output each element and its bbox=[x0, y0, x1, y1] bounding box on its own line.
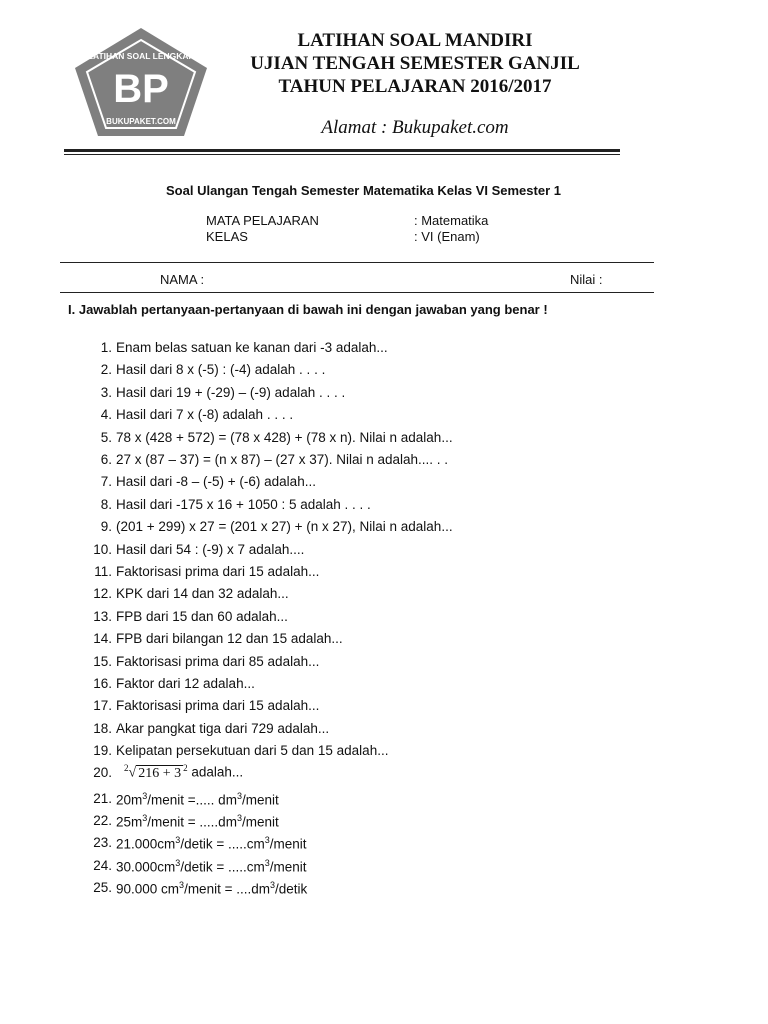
question-text: Faktorisasi prima dari 15 adalah... bbox=[116, 698, 320, 714]
question-number: 12. bbox=[93, 586, 112, 602]
value-part: 21.000cm bbox=[116, 836, 176, 852]
document-subtitle: Soal Ulangan Tengah Semester Matematika Kelas VI Semester 1 bbox=[166, 183, 561, 198]
question-number: 3. bbox=[100, 384, 112, 400]
question-suffix: adalah... bbox=[187, 764, 244, 780]
subject-value: : Matematika bbox=[414, 213, 489, 228]
question-text bbox=[116, 880, 307, 897]
question-number: 14. bbox=[93, 631, 112, 647]
radicand: 216 + 3 bbox=[138, 765, 182, 781]
logo-arc-text: LATIHAN SOAL LENGKAP bbox=[87, 51, 195, 61]
unit-part: /menit bbox=[269, 859, 307, 875]
question-number: 19. bbox=[93, 743, 112, 759]
class-label: KELAS bbox=[206, 229, 248, 244]
unit-part: /menit bbox=[269, 836, 307, 852]
score-label: Nilai : bbox=[570, 272, 603, 287]
logo-initials: BP bbox=[113, 67, 169, 111]
root-index: 2 bbox=[124, 763, 129, 773]
question-number: 23. bbox=[93, 835, 112, 851]
name-row-bottom-line bbox=[60, 292, 654, 293]
header-title-3: TAHUN PELAJARAN 2016/2017 bbox=[278, 76, 552, 97]
question-text: Hasil dari 7 x (-8) adalah . . . . bbox=[116, 407, 294, 423]
question-text bbox=[116, 835, 307, 852]
question-number: 18. bbox=[93, 720, 112, 736]
name-row-top-line bbox=[60, 262, 654, 263]
header-divider-thin bbox=[64, 154, 620, 155]
cube-superscript: 3 bbox=[175, 857, 181, 868]
logo-site-text: BUKUPAKET.COM bbox=[106, 117, 176, 126]
exponent: 2 bbox=[183, 763, 188, 773]
value-part: 25m bbox=[116, 814, 143, 830]
question-number: 25. bbox=[93, 879, 112, 895]
question-text: Akar pangkat tiga dari 729 adalah... bbox=[116, 720, 330, 736]
question-number: 1. bbox=[100, 340, 112, 355]
value-part: 20m bbox=[116, 792, 143, 808]
question-text bbox=[116, 813, 279, 830]
question-text: Faktorisasi prima dari 15 adalah... bbox=[116, 564, 320, 579]
header-title-2: UJIAN TENGAH SEMESTER GANJIL bbox=[250, 53, 580, 74]
question-text: FPB dari bilangan 12 dan 15 adalah... bbox=[116, 631, 343, 647]
question-number: 17. bbox=[93, 698, 112, 714]
question-text: Enam belas satuan ke kanan dari -3 adalah... bbox=[116, 340, 388, 355]
instruction-text: I. Jawablah pertanyaan-pertanyaan di bawah ini dengan jawaban yang benar ! bbox=[68, 302, 548, 317]
unit-part: /detik bbox=[274, 881, 308, 897]
question-text bbox=[124, 763, 243, 782]
question-text: Hasil dari -8 – (-5) + (-6) adalah... bbox=[116, 474, 316, 490]
value-part: 90.000 cm bbox=[116, 881, 180, 897]
question-text: 78 x (428 + 572) = (78 x 428) + (78 x n). Nilai n adalah... bbox=[116, 429, 453, 445]
cube-superscript: 3 bbox=[142, 813, 148, 824]
question-text: FPB dari 15 dan 60 adalah... bbox=[116, 608, 288, 624]
question-number: 13. bbox=[93, 608, 112, 624]
question-text: Hasil dari 54 : (-9) x 7 adalah.... bbox=[116, 541, 305, 557]
cube-superscript: 3 bbox=[236, 813, 242, 824]
question-number: 16. bbox=[93, 676, 112, 691]
question-number: 7. bbox=[100, 474, 112, 490]
unit-part: /menit bbox=[241, 814, 279, 830]
question-text: Faktor dari 12 adalah... bbox=[116, 676, 255, 691]
question-text: Kelipatan persekutuan dari 5 dan 15 adalah... bbox=[116, 743, 389, 759]
name-label: NAMA : bbox=[160, 272, 205, 287]
conversion-part: /detik = .....cm bbox=[180, 859, 265, 875]
cube-superscript: 3 bbox=[269, 879, 275, 890]
question-number: 15. bbox=[93, 653, 112, 669]
question-text: 27 x (87 – 37) = (n x 87) – (27 x 37). Nilai n adalah.... . . bbox=[116, 452, 449, 467]
radical-sign: √ bbox=[128, 765, 137, 781]
question-text bbox=[116, 791, 279, 808]
question-number: 21. bbox=[93, 791, 112, 806]
cube-superscript: 3 bbox=[142, 791, 148, 801]
question-text: Hasil dari -175 x 16 + 1050 : 5 adalah . . . . bbox=[116, 496, 371, 512]
question-text: KPK dari 14 dan 32 adalah... bbox=[116, 586, 289, 602]
question-text: (201 + 299) x 27 = (201 x 27) + (n x 27), Nilai n adalah... bbox=[116, 519, 453, 535]
question-text: Hasil dari 19 + (-29) – (-9) adalah . . . . bbox=[116, 384, 346, 400]
question-number: 10. bbox=[93, 541, 112, 557]
cube-superscript: 3 bbox=[264, 857, 270, 868]
header-address: Alamat : Bukupaket.com bbox=[321, 117, 509, 138]
header-title-1: LATIHAN SOAL MANDIRI bbox=[297, 30, 533, 51]
cube-superscript: 3 bbox=[264, 835, 270, 846]
conversion-part: /menit =..... dm bbox=[147, 792, 237, 808]
question-number: 11. bbox=[94, 564, 112, 579]
question-text: Hasil dari 8 x (-5) : (-4) adalah . . . . bbox=[116, 362, 326, 378]
question-text bbox=[116, 858, 307, 875]
cube-root-expression bbox=[124, 763, 188, 782]
header-divider-thick bbox=[64, 149, 620, 152]
question-number: 6. bbox=[100, 452, 112, 467]
cube-superscript: 3 bbox=[236, 791, 242, 801]
conversion-part: /menit = .....dm bbox=[147, 814, 237, 830]
class-value: : VI (Enam) bbox=[414, 229, 480, 244]
value-part: 30.000cm bbox=[116, 859, 176, 875]
question-number: 20. bbox=[93, 765, 112, 780]
conversion-part: /detik = .....cm bbox=[180, 836, 265, 852]
question-number: 24. bbox=[93, 857, 112, 873]
unit-part: /menit bbox=[241, 792, 279, 808]
question-number: 2. bbox=[100, 362, 112, 378]
conversion-part: /menit = ....dm bbox=[184, 881, 270, 897]
subject-label: MATA PELAJARAN bbox=[206, 213, 319, 228]
question-number: 9. bbox=[100, 519, 112, 535]
question-number: 5. bbox=[100, 429, 112, 445]
question-number: 8. bbox=[100, 496, 112, 512]
question-number: 4. bbox=[100, 407, 112, 423]
cube-superscript: 3 bbox=[179, 879, 185, 890]
question-number: 22. bbox=[93, 813, 112, 829]
cube-superscript: 3 bbox=[175, 835, 181, 846]
bukupaket-logo bbox=[72, 26, 210, 138]
question-text: Faktorisasi prima dari 85 adalah... bbox=[116, 653, 320, 669]
